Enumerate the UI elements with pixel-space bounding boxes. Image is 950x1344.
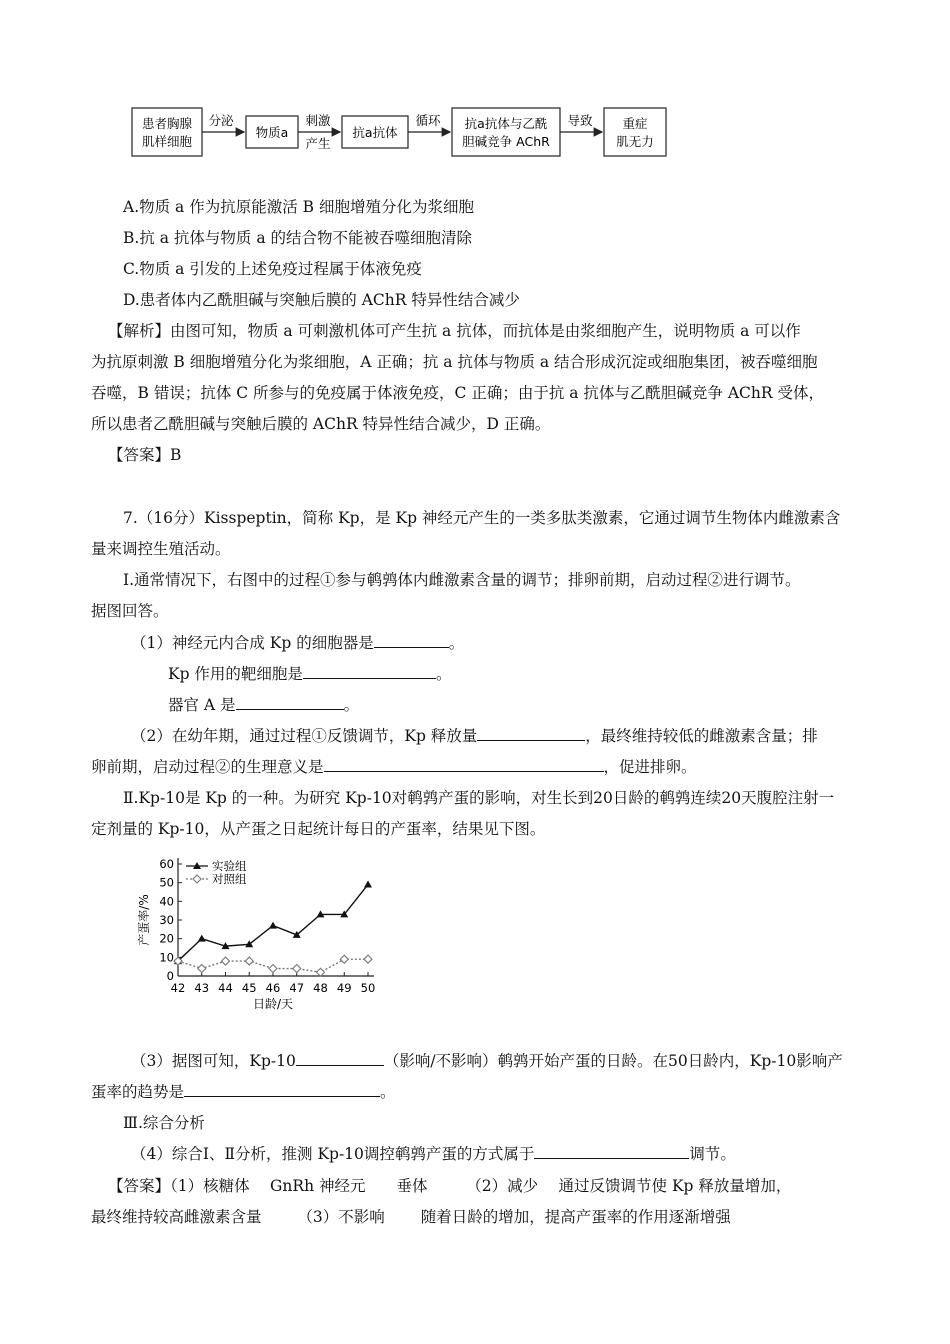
data-point: [317, 968, 325, 976]
q6-answer: 【答案】B: [108, 446, 182, 464]
x-tick-label: 42: [170, 981, 186, 995]
data-point: [340, 955, 348, 963]
q7-sub2-line2: [91, 756, 697, 778]
flow-box-thymus-l2: 肌样细胞: [141, 134, 193, 149]
data-point: [198, 935, 206, 942]
q7-sub4-line: [131, 1143, 736, 1165]
q7-sub1-organ-text: 器官 A 是: [168, 696, 236, 714]
legend-label: 实验组: [212, 859, 247, 873]
x-tick-label: 44: [218, 981, 233, 995]
q7-sub3-text: （3）据图可知，Kp-10: [131, 1052, 296, 1070]
legend-label: 对照组: [212, 872, 247, 886]
q6-option-a: A.物质 a 作为抗原能激活 B 细胞增殖分化为浆细胞: [123, 198, 474, 216]
y-tick-label: 30: [159, 913, 174, 927]
flow-box-antibody: [342, 116, 408, 148]
y-tick-label: 40: [159, 894, 174, 909]
flow-box-thymus-l1: 患者胸腺: [141, 116, 193, 131]
q7-sub3-line1: [131, 1050, 843, 1072]
data-point: [364, 881, 372, 888]
period: 。: [435, 665, 452, 683]
q7-part2-line2: 定剂量的 Kp-10，从产蛋之日起统计每日的产蛋率，结果见下图。: [91, 820, 546, 838]
y-tick-label: 60: [159, 857, 174, 871]
x-tick-label: 45: [241, 981, 257, 995]
flow-box-myasthenia-l2: 肌无力: [616, 134, 654, 149]
x-tick-label: 46: [265, 981, 281, 995]
answer-blank-6[interactable]: [296, 1051, 384, 1066]
q6-analysis-line1: 【解析】由图可知，物质 a 可刺激机体可产生抗 a 抗体，而抗体是由浆细胞产生，说明物质 a 可以作: [108, 322, 801, 340]
x-tick-label: 49: [336, 981, 352, 995]
x-tick-label: 48: [313, 981, 328, 995]
y-tick-label: 10: [159, 950, 174, 965]
flow-box-compete: [452, 108, 560, 156]
flow-box-myasthenia-l1: 重症: [622, 116, 648, 131]
q7-sub1-target: [168, 663, 451, 685]
q7-sub1-target-text: Kp 作用的靶细胞是: [168, 665, 303, 683]
flow-arrow-circulate: 循环: [415, 113, 441, 128]
flow-arrow-produce: 产生: [305, 136, 331, 151]
q6-option-d: D.患者体内乙酰胆碱与突触后膜的 AChR 特异性结合减少: [123, 291, 520, 309]
answer-blank-2[interactable]: [303, 664, 436, 679]
answer-blank-4[interactable]: [477, 726, 585, 741]
data-point: [364, 955, 372, 963]
data-point: [245, 957, 253, 965]
q7-intro-line1: 7.（16分）Kisspeptin，简称 Kp，是 Kp 神经元产生的一类多肽类激素，它通过调节生物体内雌激素含: [123, 509, 841, 527]
q7-answer-line2: 最终维持较高雌激素含量 （3）不影响 随着日龄的增加，提高产蛋率的作用逐渐增强: [91, 1208, 731, 1226]
answer-blank-8[interactable]: [534, 1144, 689, 1159]
q7-sub3-text-end: （影响/不影响）鹌鹑开始产蛋的日龄。在50日龄内，Kp-10影响产: [383, 1052, 843, 1070]
flow-box-substance-a: [246, 116, 298, 148]
flow-arrow-cause: 导致: [567, 113, 593, 128]
data-point: [293, 965, 301, 973]
q6-option-b: B.抗 a 抗体与物质 a 的结合物不能被吞噬细胞清除: [123, 229, 473, 247]
flow-box-substance-a-label: 物质a: [255, 125, 289, 140]
q7-part2-line1: Ⅱ.Kp-10是 Kp 的一种。为研究 Kp-10对鹌鹑产蛋的影响，对生长到20日龄的鹌鹑连续20天腹腔注射一: [123, 789, 835, 807]
q7-answer-line1: 【答案】（1）核糖体 GnRh 神经元 垂体 （2）减少 通过反馈调节使 Kp 释放量增加，: [108, 1177, 792, 1195]
data-point: [198, 965, 206, 973]
q7-intro-line2: 量来调控生殖活动。: [91, 540, 231, 558]
egg-rate-chart: [132, 850, 392, 1012]
q7-sub3-line2-text: 蛋率的趋势是: [91, 1083, 185, 1101]
data-point: [269, 922, 277, 929]
q7-sub1-organelle-text: （1）神经元内合成 Kp 的细胞器是: [131, 634, 374, 652]
x-tick-label: 47: [289, 981, 305, 995]
x-tick-label: 50: [360, 981, 376, 995]
q6-option-c: C.物质 a 引发的上述免疫过程属于体液免疫: [123, 260, 422, 278]
q6-analysis-line4: 所以患者乙酰胆碱与突触后膜的 AChR 特异性结合减少，D 正确。: [91, 415, 551, 433]
q6-analysis-line3: 吞噬，B 错误；抗体 C 所参与的免疫属于体液免疫，C 正确；由于抗 a 抗体与乙酰胆碱竞争 AChR 受体，: [91, 384, 824, 402]
q6-analysis-line2: 为抗原刺激 B 细胞增殖分化为浆细胞，A 正确；抗 a 抗体与物质 a 结合形成沉淀或细胞集团，被吞噬细胞: [91, 353, 818, 371]
flow-box-compete-l2: 胆碱竞争 AChR: [462, 134, 550, 149]
q7-sub1-organelle: [131, 632, 464, 654]
flow-box-myasthenia: [604, 108, 666, 156]
q7-sub2-line1: [131, 725, 818, 747]
flow-box-compete-l1: 抗a抗体与乙酰: [464, 116, 548, 131]
q7-sub1-organ: [168, 694, 359, 716]
q7-sub2-text: （2）在幼年期，通过过程①反馈调节，Kp 释放量: [131, 727, 478, 745]
period: 。: [343, 696, 360, 714]
period: 。: [380, 1083, 396, 1101]
data-point: [269, 965, 277, 973]
y-axis-label: 产蛋率/%: [137, 894, 151, 946]
answer-blank-7[interactable]: [184, 1082, 380, 1097]
q7-sub2-line2-end: ，促进排卵。: [603, 758, 697, 776]
flow-diagram: [128, 104, 688, 166]
flow-arrow-stimulate: 刺激: [305, 113, 331, 128]
q7-sub3-line2: [91, 1081, 396, 1103]
y-tick-label: 0: [166, 969, 174, 983]
q7-sub2-text-end: ，最终维持较低的雌激素含量；排: [585, 727, 818, 745]
answer-blank-5[interactable]: [324, 757, 604, 772]
flow-box-thymus: [132, 108, 202, 156]
answer-blank-3[interactable]: [236, 695, 344, 710]
flow-arrow-secrete: 分泌: [208, 113, 234, 128]
y-tick-label: 20: [159, 931, 174, 946]
q7-sub2-line2-text: 卵前期，启动过程②的生理意义是: [91, 758, 324, 776]
x-axis-label: 日龄/天: [252, 997, 294, 1011]
period: 。: [448, 634, 465, 652]
q7-part1-line1: Ⅰ.通常情况下，右图中的过程①参与鹌鹑体内雌激素含量的调节；排卵前期，启动过程②进行调节。: [123, 571, 801, 589]
x-tick-label: 43: [194, 981, 210, 995]
q7-sub4-text: （4）综合Ⅰ、Ⅱ分析，推测 Kp-10调控鹌鹑产蛋的方式属于: [131, 1145, 535, 1163]
data-point: [222, 957, 230, 965]
answer-blank-1[interactable]: [374, 633, 449, 648]
flow-box-antibody-label: 抗a抗体: [352, 125, 398, 140]
legend-marker: [193, 875, 201, 883]
q7-part1-line2: 据图回答。: [91, 602, 169, 620]
y-tick-label: 50: [159, 875, 174, 890]
q7-part3-title: Ⅲ.综合分析: [123, 1114, 205, 1132]
q7-sub4-text-end: 调节。: [689, 1145, 736, 1163]
